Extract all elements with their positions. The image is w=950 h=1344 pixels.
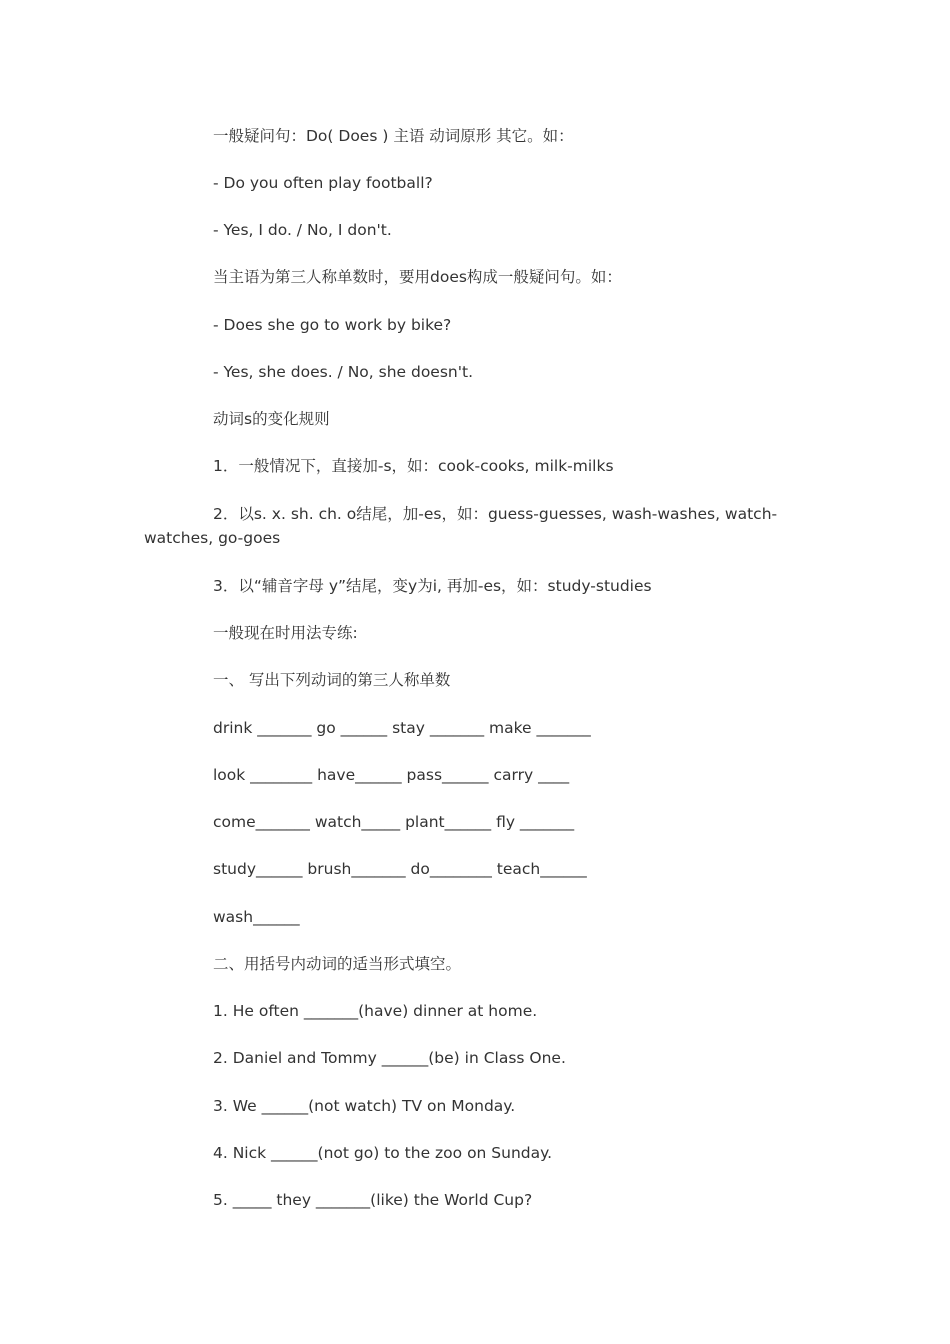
exercise-line: wash______ bbox=[213, 908, 300, 926]
exercise-item: 5. _____ they _______(like) the World Cup? bbox=[213, 1191, 533, 1209]
text-line: - Yes, she does. / No, she doesn't. bbox=[213, 363, 474, 381]
exercise-heading: 二、用括号内动词的适当形式填空。 bbox=[213, 955, 462, 973]
exercise-item: 2. Daniel and Tommy ______(be) in Class One. bbox=[213, 1049, 566, 1067]
exercise-item: 3. We ______(not watch) TV on Monday. bbox=[213, 1097, 516, 1115]
exercise-line: study______ brush_______ do________ teach______ bbox=[213, 860, 587, 878]
rule-item: 2．以s. x. sh. ch. o结尾，加-es，如：guess-guesses, wash-washes, watch-watches, go-goes bbox=[144, 505, 778, 547]
exercise-heading: 一、 写出下列动词的第三人称单数 bbox=[213, 671, 451, 689]
exercise-line: look ________ have______ pass______ carry ____ bbox=[213, 766, 570, 784]
exercise-item: 4. Nick ______(not go) to the zoo on Sunday. bbox=[213, 1144, 553, 1162]
rule-item: 1．一般情况下，直接加-s，如：cook-cooks, milk-milks bbox=[213, 457, 614, 475]
section-heading: 动词s的变化规则 bbox=[213, 410, 330, 428]
rule-item: 3．以“辅音字母 y”结尾，变y为i, 再加-es，如：study-studies bbox=[213, 577, 652, 595]
text-line: 一般疑问句：Do( Does ) 主语 动词原形 其它。如： bbox=[213, 127, 574, 145]
text-line: - Yes, I do. / No, I don't. bbox=[213, 221, 392, 239]
exercise-line: drink _______ go ______ stay _______ make _______ bbox=[213, 719, 591, 737]
exercise-line: come_______ watch_____ plant______ fly _______ bbox=[213, 813, 575, 831]
text-line: - Does she go to work by bike? bbox=[213, 316, 452, 334]
text-line: - Do you often play football? bbox=[213, 174, 433, 192]
section-heading: 一般现在时用法专练: bbox=[213, 624, 358, 642]
exercise-item: 1. He often _______(have) dinner at home. bbox=[213, 1002, 538, 1020]
text-line: 当主语为第三人称单数时，要用does构成一般疑问句。如： bbox=[213, 268, 622, 286]
